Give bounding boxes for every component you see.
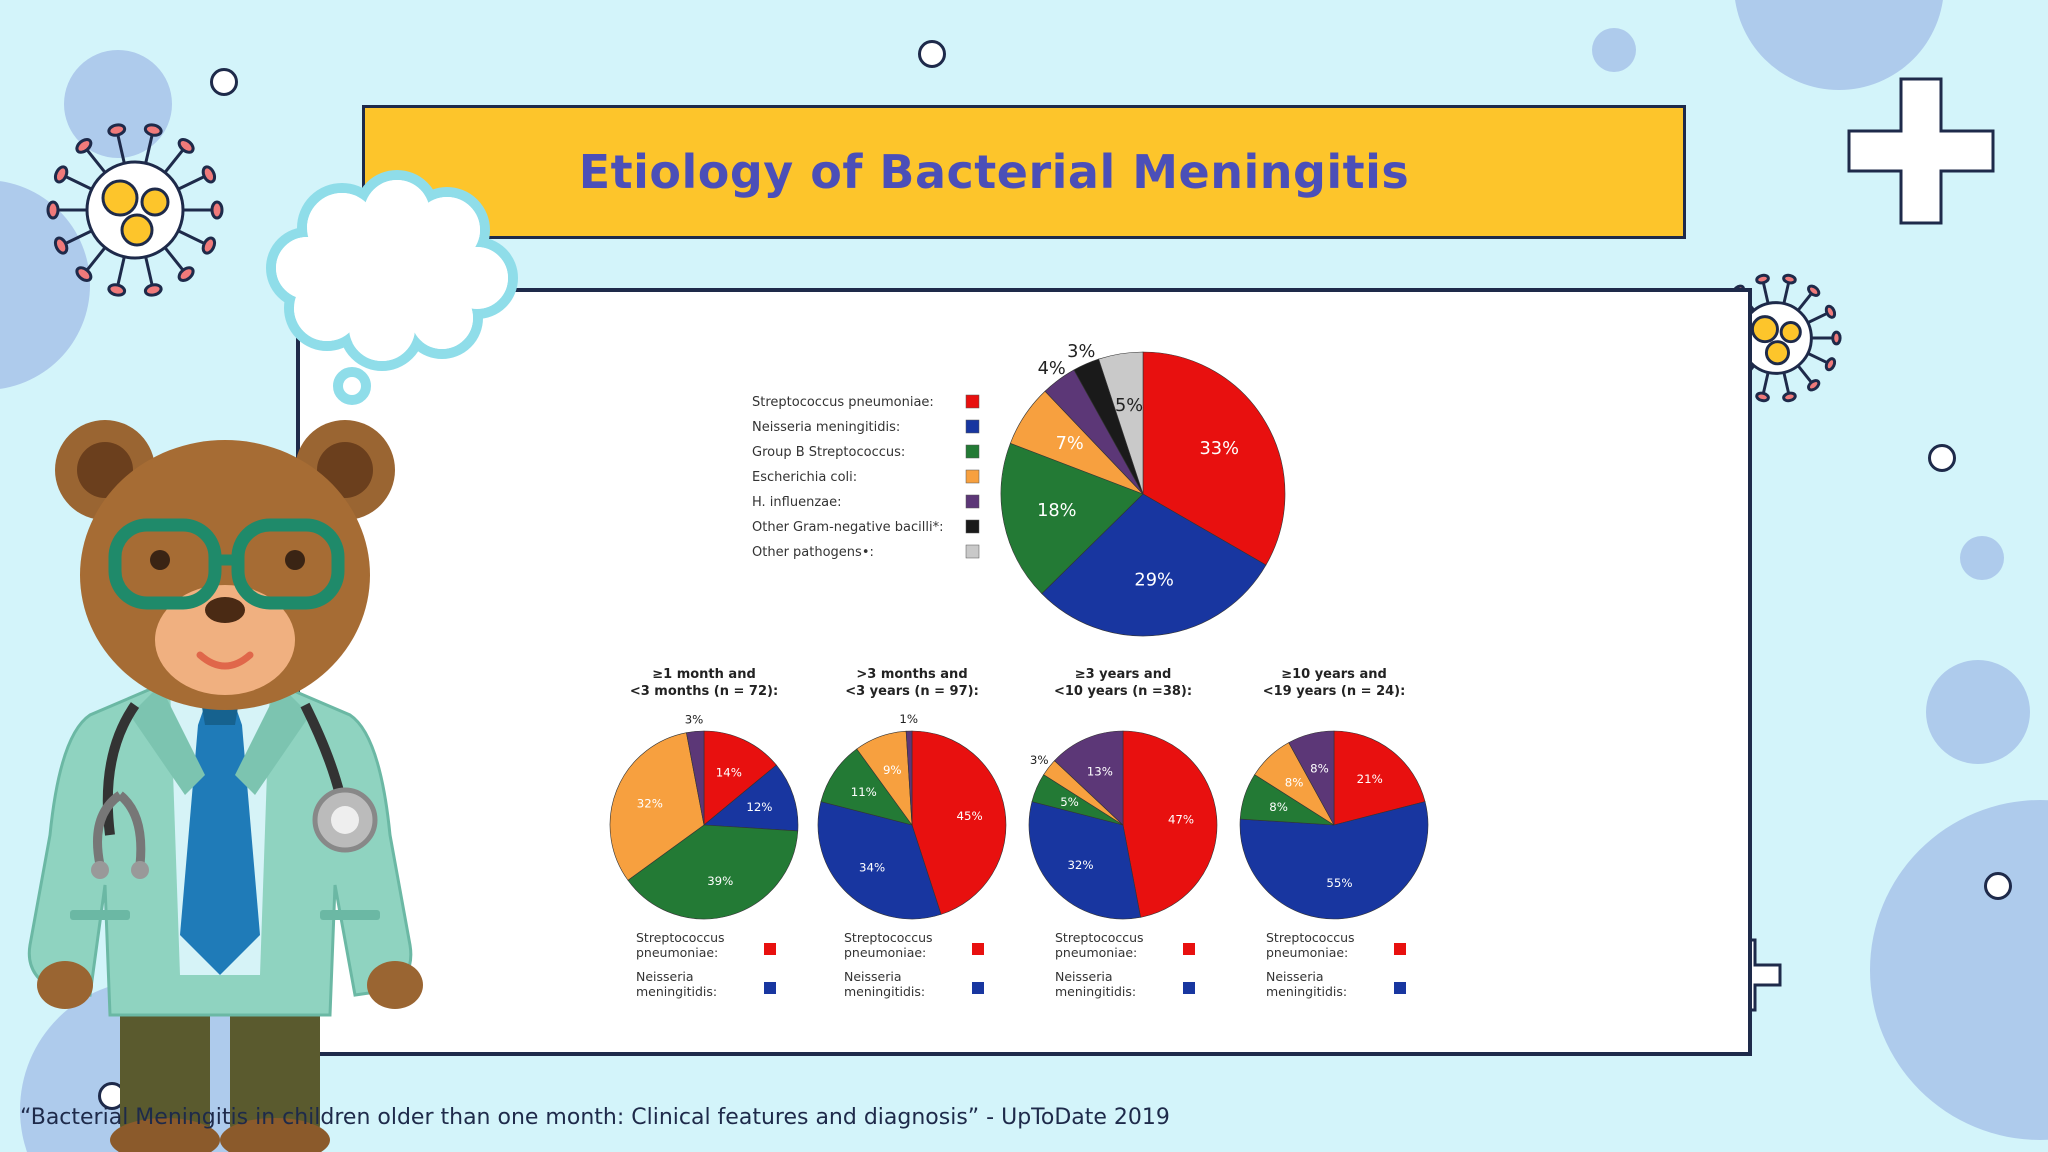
pie1-legend-label-1-a: Neisseria <box>636 969 694 984</box>
pie3-slice-label-1: 32% <box>1067 857 1094 872</box>
pie4-legend-swatch-1 <box>1394 982 1406 994</box>
pie0-slice-label-0: 33% <box>1199 438 1239 459</box>
thought-cloud-icon <box>262 168 538 418</box>
decor-bubble <box>1870 800 2048 1140</box>
doctor-bear-illustration <box>20 415 450 1152</box>
pie1-legend-label-0-b: pneumoniae: <box>636 945 719 960</box>
pie1-legend-swatch-0 <box>764 943 776 955</box>
pie2-slice-label-3: 9% <box>882 763 902 778</box>
pie3-legend-swatch-0 <box>1183 943 1195 955</box>
pie2-title-line2: <3 years (n = 97): <box>845 684 979 699</box>
pie3-legend-label-0-b: pneumoniae: <box>1055 945 1138 960</box>
main-legend-label-5: Other Gram-negative bacilli*: <box>752 520 944 535</box>
pie1-slice-label-1: 12% <box>746 799 773 814</box>
decor-ring <box>918 40 946 68</box>
pie4-slice-label-1: 55% <box>1326 876 1353 891</box>
pie2-legend-label-1-a: Neisseria <box>844 969 902 984</box>
pie2-legend-swatch-1 <box>972 982 984 994</box>
main-legend-label-3: Escherichia coli: <box>752 470 858 485</box>
medical-cross-icon <box>1846 76 1996 226</box>
pie1-legend-label-0-a: Streptococcus <box>636 930 725 945</box>
pie1-slice-label-4: 3% <box>684 712 704 727</box>
pie2-legend-label-0-a: Streptococcus <box>844 930 933 945</box>
pie0-slice-label-6: 5% <box>1115 396 1144 417</box>
pie1-title-line2: <3 months (n = 72): <box>629 684 779 699</box>
pie3-legend-label-0-a: Streptococcus <box>1055 930 1144 945</box>
pie2-slice-label-1: 34% <box>859 860 886 875</box>
pie3-slice-label-4: 13% <box>1086 764 1113 779</box>
pie3-title-line1: ≥3 years and <box>1074 667 1172 682</box>
main-legend-swatch-5 <box>966 520 979 533</box>
pie4-title-line1: ≥10 years and <box>1281 667 1387 682</box>
decor-bubble <box>1926 660 2030 764</box>
pie2-slice-label-2: 11% <box>850 785 877 800</box>
slide-title: Etiology of Bacterial Meningitis <box>578 145 1410 199</box>
pie4-slice-label-2: 8% <box>1269 799 1288 814</box>
virus-icon <box>40 115 230 305</box>
pie4-legend-label-1-a: Neisseria <box>1266 969 1324 984</box>
source-citation: “Bacterial Meningitis in children older than one month: Clinical features and diagnosis” - UpToDate 2019 <box>20 1105 1170 1130</box>
pie3-slice-label-3: 3% <box>1029 753 1049 768</box>
pie3-slice-label-2: 5% <box>1060 794 1079 809</box>
pie1-slice-label-0: 14% <box>715 765 742 780</box>
pie2-title-line1: >3 months and <box>856 667 968 682</box>
pie2-slice-label-4: 1% <box>899 712 918 727</box>
pie3-legend-label-1-a: Neisseria <box>1055 969 1113 984</box>
pie0-slice-label-2: 18% <box>1037 501 1077 522</box>
pie2-legend-label-1-b: meningitidis: <box>844 984 926 999</box>
pie1-legend-label-1-b: meningitidis: <box>636 984 718 999</box>
pie1-slice-label-2: 39% <box>707 873 734 888</box>
pie2-legend-label-0-b: pneumoniae: <box>844 945 927 960</box>
pie4-slice-label-4: 8% <box>1310 761 1329 776</box>
main-legend-swatch-1 <box>966 420 979 433</box>
pie2-legend-swatch-0 <box>972 943 984 955</box>
pie4-legend-label-1-b: meningitidis: <box>1266 984 1348 999</box>
decor-bubble <box>1592 28 1636 72</box>
pie4-legend-swatch-0 <box>1394 943 1406 955</box>
pie0-slice-label-3: 7% <box>1055 434 1084 455</box>
main-legend-label-0: Streptococcus pneumoniae: <box>752 395 934 410</box>
decor-bubble <box>1960 536 2004 580</box>
pie0-slice-label-1: 29% <box>1134 570 1174 591</box>
main-legend-label-4: H. influenzae: <box>752 495 842 510</box>
main-legend-swatch-4 <box>966 495 979 508</box>
pie4-legend-label-0-b: pneumoniae: <box>1266 945 1349 960</box>
pie0-slice-label-5: 3% <box>1067 341 1096 362</box>
decor-ring <box>1928 444 1956 472</box>
decor-ring <box>210 68 238 96</box>
pie4-slice-label-3: 8% <box>1284 775 1304 790</box>
main-legend-swatch-3 <box>966 470 979 483</box>
decor-ring <box>1984 872 2012 900</box>
pie0-slice-label-4: 4% <box>1037 358 1066 379</box>
main-legend-label-1: Neisseria meningitidis: <box>752 420 901 435</box>
title-banner <box>362 105 1686 239</box>
pie4-legend-label-0-a: Streptococcus <box>1266 930 1355 945</box>
pie3-slice-label-0: 47% <box>1167 812 1195 827</box>
main-legend-swatch-6 <box>966 545 979 558</box>
main-legend-swatch-2 <box>966 445 979 458</box>
pie4-slice-label-0: 21% <box>1356 771 1383 786</box>
pie3-legend-swatch-1 <box>1183 982 1195 994</box>
main-legend-label-6: Other pathogens•: <box>752 545 874 560</box>
pie1-slice-label-3: 32% <box>636 796 663 811</box>
pie1-title-line1: ≥1 month and <box>652 667 756 682</box>
pie3-legend-label-1-b: meningitidis: <box>1055 984 1137 999</box>
pie2-slice-label-0: 45% <box>956 808 983 823</box>
main-legend-label-2: Group B Streptococcus: <box>752 445 906 460</box>
main-legend-swatch-0 <box>966 395 979 408</box>
pie3-title-line2: <10 years (n =38): <box>1053 684 1193 699</box>
pie1-legend-swatch-1 <box>764 982 776 994</box>
pie4-title-line2: <19 years (n = 24): <box>1262 684 1406 699</box>
